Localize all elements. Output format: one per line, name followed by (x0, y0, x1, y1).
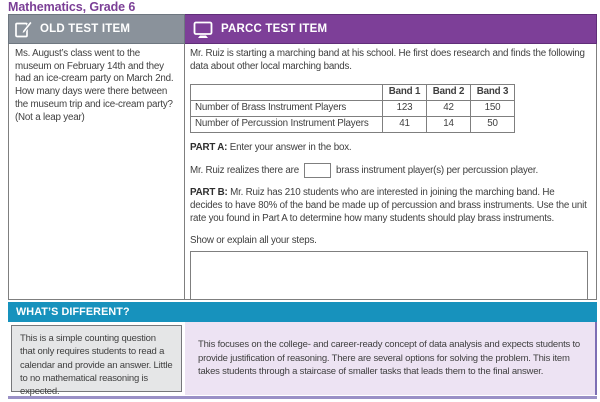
show-steps-prompt: Show or explain all your steps. (190, 234, 317, 246)
whats-different-row (8, 322, 597, 398)
page-title: Mathematics, Grade 6 (8, 0, 136, 14)
table-header-row (191, 85, 515, 101)
parcc-note-panel (185, 322, 597, 395)
part-b-label: PART B: (190, 187, 228, 199)
part-a-label: PART A: (190, 141, 228, 153)
parcc-intro-text: Mr. Ruiz is starting a marching band at his school. He first does research and finds the following data about other local marching bands. (190, 48, 585, 72)
table-col-band3: Band 3 (471, 85, 515, 101)
table-col-band2: Band 2 (427, 85, 471, 101)
table-col-band1: Band 1 (383, 85, 427, 101)
old-test-item-header (8, 14, 185, 44)
parcc-test-item-body (185, 44, 597, 300)
old-item-note-cell (8, 322, 185, 398)
table-corner-cell (191, 85, 383, 101)
notepad-pencil-icon (14, 20, 33, 39)
content-row (8, 44, 597, 300)
brass-row-label: Number of Brass Instrument Players (191, 101, 383, 117)
brass-band1-value: 123 (383, 101, 427, 117)
band-data-table (190, 84, 515, 132)
table-row-brass (191, 101, 515, 117)
part-a-sentence-before: Mr. Ruiz realizes there are (190, 164, 299, 176)
part-a-heading (190, 142, 588, 155)
bottom-purple-strip (8, 396, 597, 399)
brass-band2-value: 42 (427, 101, 471, 117)
parcc-test-item-header (185, 14, 597, 44)
part-b-text: Mr. Ruiz has 210 students who are interested in joining the marching band. He decides to have 80% of the band be made up of percussion and brass instruments. Use the unit rate you found in Part A to determine how many students should play brass instruments. (190, 187, 587, 224)
part-a-instruction: Enter your answer in the box. (229, 141, 352, 153)
brass-band3-value: 150 (471, 101, 515, 117)
parcc-note-text: This focuses on the college- and career-ready concept of data analysis and expects students to provide justification of reasoning. There are several options for solving the problem. This item takes students through a staircase of smaller tasks that leads them to the final answer. (198, 338, 581, 378)
parcc-test-item-label: PARCC TEST ITEM (221, 23, 328, 35)
table-row-percussion (191, 116, 515, 132)
percussion-row-label: Number of Percussion Instrument Players (191, 116, 383, 132)
computer-monitor-icon (192, 20, 214, 39)
whats-different-header (8, 302, 597, 322)
part-a-answer-input[interactable] (304, 163, 331, 178)
old-test-item-text: Ms. August’s class went to the museum on February 14th and they had an ice-cream party on March 2nd. How many days were there between the museum trip and ice-cream party? (Not a leap year) (15, 48, 174, 123)
whats-different-label: WHAT’S DIFFERENT? (16, 306, 130, 318)
percussion-band3-value: 50 (471, 116, 515, 132)
header-row (8, 14, 597, 44)
old-item-note-box (11, 325, 182, 398)
percussion-band2-value: 14 (427, 116, 471, 132)
part-a-sentence-after: brass instrument player(s) per percussion player. (335, 164, 538, 176)
old-test-item-body (8, 44, 185, 300)
part-a-sentence (190, 163, 588, 178)
steps-answer-box[interactable] (190, 251, 588, 300)
part-b-paragraph (190, 187, 588, 225)
old-test-item-label: OLD TEST ITEM (40, 23, 131, 35)
comparison-table (8, 14, 597, 399)
old-item-note-text: This is a simple counting question that only requires students to read a calendar and provide an answer. Little to no mathematical reasoning is expected. (20, 333, 173, 398)
percussion-band1-value: 41 (383, 116, 427, 132)
